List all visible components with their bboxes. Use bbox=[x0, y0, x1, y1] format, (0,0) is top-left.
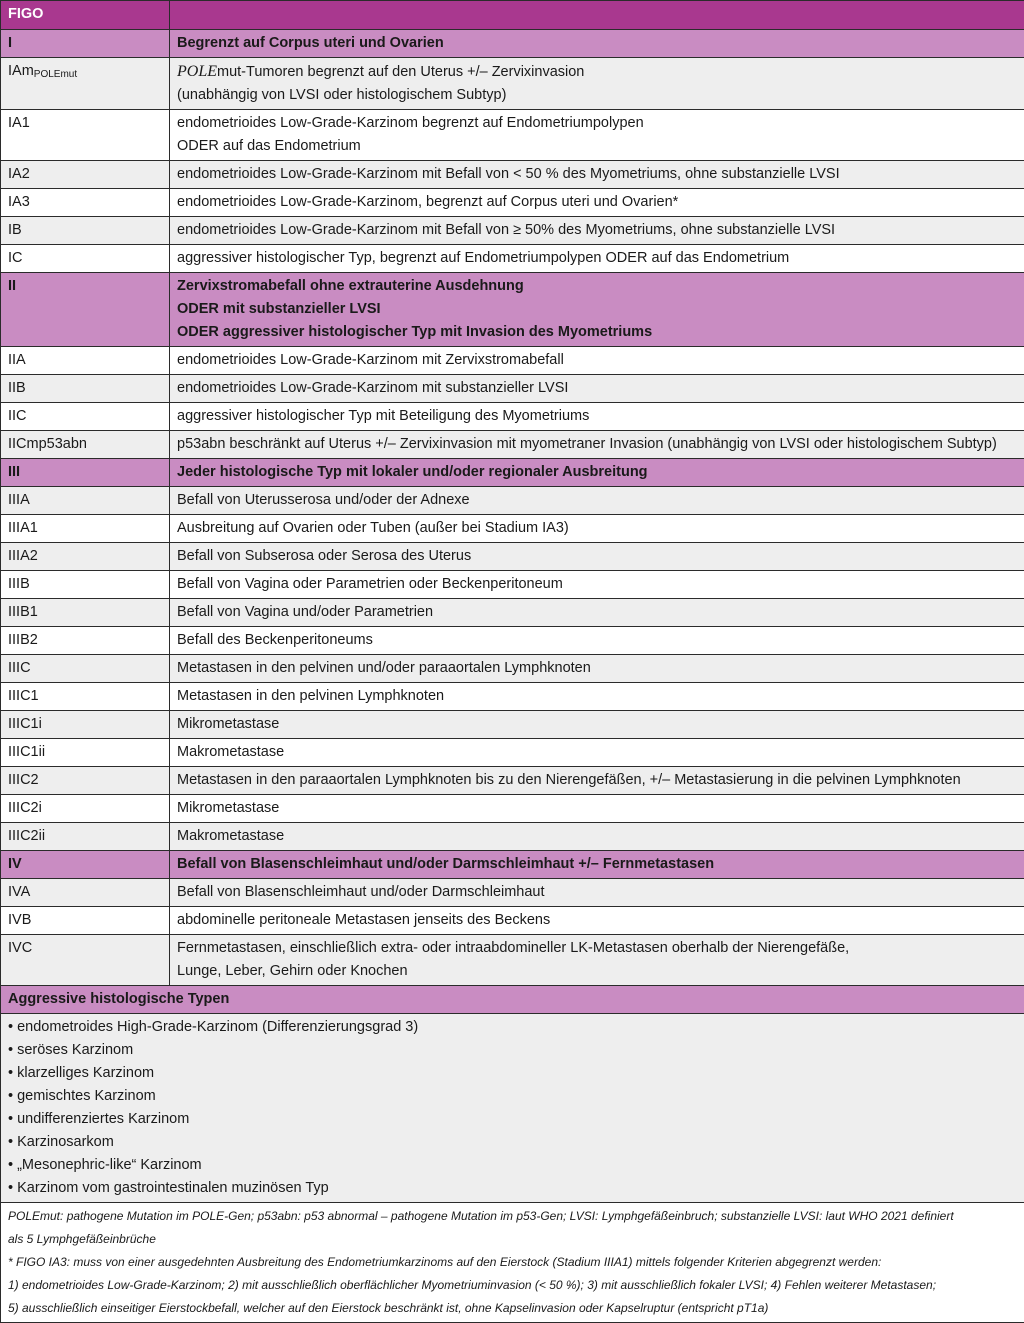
description-line: Fernmetastasen, einschließlich extra- oder intraabdomineller LK-Metastasen oberhalb der Nierengefäße, bbox=[177, 937, 1016, 960]
description-text: mut-Tumoren begrenzt auf den Uterus +/– Zervixinvasion bbox=[217, 64, 584, 80]
stage-row-IC bbox=[1, 245, 1024, 273]
stage-code: IIA bbox=[1, 347, 170, 375]
stage-code: IICmp53abn bbox=[1, 431, 170, 459]
stage-code: IIIA bbox=[1, 487, 170, 515]
stage-code-main: IAm bbox=[8, 63, 34, 79]
stage-row-IVB bbox=[1, 907, 1024, 935]
description-line: Zervixstromabefall ohne extrauterine Ausdehnung bbox=[177, 275, 1016, 298]
stage-code: IIIB1 bbox=[1, 599, 170, 627]
stage-code: IIB bbox=[1, 375, 170, 403]
stage-row-IA2 bbox=[1, 161, 1024, 189]
stage-description bbox=[170, 935, 1024, 986]
stage-code: IIIA1 bbox=[1, 515, 170, 543]
stage-row-IIA bbox=[1, 347, 1024, 375]
stage-description: endometrioides Low-Grade-Karzinom mit Befall von < 50 % des Myometriums, ohne substanzielle LVSI bbox=[170, 161, 1024, 189]
stage-code: IA2 bbox=[1, 161, 170, 189]
stage-row-III bbox=[1, 459, 1024, 487]
description-line: ODER mit substanzieller LVSI bbox=[177, 298, 1016, 321]
stage-code: IA1 bbox=[1, 110, 170, 161]
stage-code: IVB bbox=[1, 907, 170, 935]
stage-row-IV bbox=[1, 851, 1024, 879]
stage-code: IV bbox=[1, 851, 170, 879]
stage-description bbox=[170, 110, 1024, 161]
stage-code: I bbox=[1, 30, 170, 58]
stage-description: Makrometastase bbox=[170, 823, 1024, 851]
footnote-line: POLEmut: pathogene Mutation im POLE-Gen; p53abn: p53 abnormal – pathogene Mutation im p53-Gen; LVSI: Lymphgefäßeinbruch; substanzielle LVSI: laut WHO 2021 definiert bbox=[8, 1205, 1016, 1228]
stage-description: Mikrometastase bbox=[170, 711, 1024, 739]
stage-description: Ausbreitung auf Ovarien oder Tuben (außer bei Stadium IA3) bbox=[170, 515, 1024, 543]
header-empty bbox=[170, 1, 1024, 30]
aggressive-types-title: Aggressive histologische Typen bbox=[1, 986, 1024, 1014]
stage-row-IIIC2 bbox=[1, 767, 1024, 795]
stage-description: abdominelle peritoneale Metastasen jenseits des Beckens bbox=[170, 907, 1024, 935]
stage-description: Jeder histologische Typ mit lokaler und/oder regionaler Ausbreitung bbox=[170, 459, 1024, 487]
description-line: (unabhängig von LVSI oder histologischem Subtyp) bbox=[177, 84, 1016, 107]
stage-code: IVC bbox=[1, 935, 170, 986]
stage-code-subscript: POLEmut bbox=[34, 69, 77, 80]
stage-row-IIIC1ii bbox=[1, 739, 1024, 767]
footnote-line: 5) ausschließlich einseitiger Eierstockbefall, welcher auf den Eierstock beschränkt ist, ohne Kapselinvasion oder Kapselruptur (entspricht pT1a) bbox=[8, 1297, 1016, 1320]
stage-row-IB bbox=[1, 217, 1024, 245]
stage-description bbox=[170, 58, 1024, 110]
footnotes bbox=[1, 1203, 1024, 1323]
stage-description: endometrioides Low-Grade-Karzinom mit substanzieller LVSI bbox=[170, 375, 1024, 403]
stage-row-IVC bbox=[1, 935, 1024, 986]
stage-description: Metastasen in den paraaortalen Lymphknoten bis zu den Nierengefäßen, +/– Metastasierung in die pelvinen Lymphknoten bbox=[170, 767, 1024, 795]
aggressive-types-list bbox=[1, 1014, 1024, 1203]
stage-code: IIIC2ii bbox=[1, 823, 170, 851]
stage-row-IIIC1i bbox=[1, 711, 1024, 739]
stage-row-IIIA2 bbox=[1, 543, 1024, 571]
description-line: ODER auf das Endometrium bbox=[177, 135, 1016, 158]
stage-description: Metastasen in den pelvinen und/oder paraaortalen Lymphknoten bbox=[170, 655, 1024, 683]
stage-description: Befall von Vagina oder Parametrien oder Beckenperitoneum bbox=[170, 571, 1024, 599]
stage-code bbox=[1, 58, 170, 110]
stage-description: Mikrometastase bbox=[170, 795, 1024, 823]
footnote-line: 1) endometrioides Low-Grade-Karzinom; 2) mit ausschließlich oberflächlicher Myometriuminvasion (< 50 %); 3) mit ausschließlich fokaler LVSI; 4) Fehlen weiterer Metastasen; bbox=[8, 1274, 1016, 1297]
stage-code: IIIC1i bbox=[1, 711, 170, 739]
stage-row-IIB bbox=[1, 375, 1024, 403]
aggressive-types-list-row bbox=[1, 1014, 1024, 1203]
stage-description: aggressiver histologischer Typ, begrenzt auf Endometriumpolypen ODER auf das Endometrium bbox=[170, 245, 1024, 273]
stage-row-IIC bbox=[1, 403, 1024, 431]
stage-description bbox=[170, 273, 1024, 347]
header-figo: FIGO bbox=[1, 1, 170, 30]
list-item: • „Mesonephric-like“ Karzinom bbox=[8, 1154, 1016, 1177]
stage-description: endometrioides Low-Grade-Karzinom mit Befall von ≥ 50% des Myometriums, ohne substanzielle LVSI bbox=[170, 217, 1024, 245]
stage-description: Befall des Beckenperitoneums bbox=[170, 627, 1024, 655]
stage-code: IIIC1 bbox=[1, 683, 170, 711]
description-line: endometrioides Low-Grade-Karzinom begrenzt auf Endometriumpolypen bbox=[177, 112, 1016, 135]
stage-code: IIIB bbox=[1, 571, 170, 599]
stage-description: Befall von Vagina und/oder Parametrien bbox=[170, 599, 1024, 627]
list-item: • Karzinosarkom bbox=[8, 1131, 1016, 1154]
stage-description: Befall von Blasenschleimhaut und/oder Darmschleimhaut +/– Fernmetastasen bbox=[170, 851, 1024, 879]
stage-row-IAm-polemut bbox=[1, 58, 1024, 110]
stage-description: Begrenzt auf Corpus uteri und Ovarien bbox=[170, 30, 1024, 58]
stage-row-IIIA1 bbox=[1, 515, 1024, 543]
list-item: • seröses Karzinom bbox=[8, 1039, 1016, 1062]
stage-row-IIIC1 bbox=[1, 683, 1024, 711]
stage-row-IIIB2 bbox=[1, 627, 1024, 655]
stage-code: IIIC2 bbox=[1, 767, 170, 795]
description-line: Lunge, Leber, Gehirn oder Knochen bbox=[177, 960, 1016, 983]
list-item: • Karzinom vom gastrointestinalen muzinösen Typ bbox=[8, 1177, 1016, 1200]
stage-code: II bbox=[1, 273, 170, 347]
list-item: • endometroides High-Grade-Karzinom (Differenzierungsgrad 3) bbox=[8, 1016, 1016, 1039]
aggressive-types-header-row bbox=[1, 986, 1024, 1014]
stage-description: Befall von Blasenschleimhaut und/oder Darmschleimhaut bbox=[170, 879, 1024, 907]
footnote-line: * FIGO IA3: muss von einer ausgedehnten Ausbreitung des Endometriumkarzinoms auf den Eierstock (Stadium IIIA1) mittels folgender Kriterien abgegrenzt werden: bbox=[8, 1251, 1016, 1274]
stage-description: p53abn beschränkt auf Uterus +/– Zervixinvasion mit myometraner Invasion (unabhängig von LVSI oder histologischem Subtyp) bbox=[170, 431, 1024, 459]
stage-code: IVA bbox=[1, 879, 170, 907]
stage-description: Befall von Subserosa oder Serosa des Uterus bbox=[170, 543, 1024, 571]
list-item: • gemischtes Karzinom bbox=[8, 1085, 1016, 1108]
stage-code: IIIC bbox=[1, 655, 170, 683]
stage-description: endometrioides Low-Grade-Karzinom mit Zervixstromabefall bbox=[170, 347, 1024, 375]
stage-description: aggressiver histologischer Typ mit Beteiligung des Myometriums bbox=[170, 403, 1024, 431]
stage-description: Befall von Uterusserosa und/oder der Adnexe bbox=[170, 487, 1024, 515]
list-item: • undifferenziertes Karzinom bbox=[8, 1108, 1016, 1131]
stage-code: IIIC2i bbox=[1, 795, 170, 823]
pole-italic: POLE bbox=[177, 63, 217, 80]
stage-row-IICmp53abn bbox=[1, 431, 1024, 459]
stage-code: III bbox=[1, 459, 170, 487]
stage-row-IVA bbox=[1, 879, 1024, 907]
description-line bbox=[177, 60, 1016, 84]
stage-code: IIIB2 bbox=[1, 627, 170, 655]
stage-row-IIIA bbox=[1, 487, 1024, 515]
stage-code: IC bbox=[1, 245, 170, 273]
stage-code: IIC bbox=[1, 403, 170, 431]
stage-code: IA3 bbox=[1, 189, 170, 217]
list-item: • klarzelliges Karzinom bbox=[8, 1062, 1016, 1085]
stage-code: IB bbox=[1, 217, 170, 245]
stage-row-IA1 bbox=[1, 110, 1024, 161]
stage-description: Metastasen in den pelvinen Lymphknoten bbox=[170, 683, 1024, 711]
stage-description: Makrometastase bbox=[170, 739, 1024, 767]
stage-code: IIIA2 bbox=[1, 543, 170, 571]
table-header-row bbox=[1, 1, 1024, 30]
stage-row-IIIB bbox=[1, 571, 1024, 599]
description-line: ODER aggressiver histologischer Typ mit Invasion des Myometriums bbox=[177, 321, 1016, 344]
footnote-line: als 5 Lymphgefäßeinbrüche bbox=[8, 1228, 1016, 1251]
stage-row-IA3 bbox=[1, 189, 1024, 217]
stage-row-IIIC2i bbox=[1, 795, 1024, 823]
stage-description: endometrioides Low-Grade-Karzinom, begrenzt auf Corpus uteri und Ovarien* bbox=[170, 189, 1024, 217]
stage-row-IIIB1 bbox=[1, 599, 1024, 627]
stage-row-IIIC bbox=[1, 655, 1024, 683]
stage-row-I bbox=[1, 30, 1024, 58]
stage-row-II bbox=[1, 273, 1024, 347]
stage-code: IIIC1ii bbox=[1, 739, 170, 767]
stage-row-IIIC2ii bbox=[1, 823, 1024, 851]
footnotes-row bbox=[1, 1203, 1024, 1323]
